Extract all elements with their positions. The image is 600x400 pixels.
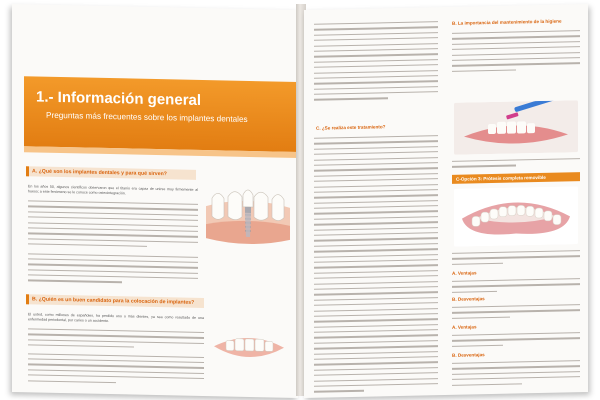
left-page bbox=[12, 4, 298, 398]
ventajas-text bbox=[452, 278, 580, 297]
desventajas-text bbox=[452, 304, 580, 323]
ventajas-title: A. Ventajas bbox=[452, 270, 477, 276]
section-b-title: B. ¿Quién es un buen candidato para la colocación de implantes? bbox=[32, 296, 195, 306]
denture-photo bbox=[454, 186, 578, 247]
hygiene-caption bbox=[452, 158, 580, 171]
brochure-spread bbox=[12, 4, 588, 392]
section-b-intro: El usted, como millones de españoles, ha perdido uno o más dientes, ya sea como resultado de una enfermedad periodontal, por caries o un accidente. bbox=[28, 312, 204, 324]
ventajas-2-text bbox=[452, 332, 580, 351]
option-3-bar bbox=[452, 172, 580, 184]
desventajas-2-title: B. Desventajas bbox=[452, 352, 485, 358]
option-3-description bbox=[452, 250, 580, 269]
section-c-title: C. ¿Se realiza este tratamiento? bbox=[316, 124, 386, 131]
chapter-header-band bbox=[24, 76, 298, 152]
section-a-intro: En los años 50, algunos científicos observaron que el titanio era capaz de unirse muy firmemente al hueso; a este fenómeno se le conoce como osteointegración. bbox=[28, 184, 198, 196]
option-3-title: C-Opción 3: Prótesis completa removible bbox=[456, 174, 546, 182]
chapter-title: 1.- Información general bbox=[36, 88, 202, 109]
section-a-title: A. ¿Qué son los implantes dentales y para qué sirven? bbox=[32, 168, 167, 178]
implant-illustration bbox=[202, 176, 294, 266]
section-b-body bbox=[28, 328, 204, 389]
hygiene-section-title: B. La importancia del mantenimiento de la higiene bbox=[452, 18, 562, 26]
ventajas-2-title: A. Ventajas bbox=[452, 324, 477, 330]
right-col1-text-bottom bbox=[314, 135, 438, 396]
brushing-photo bbox=[454, 100, 578, 155]
section-a-body bbox=[28, 200, 198, 288]
right-page bbox=[304, 4, 588, 398]
desventajas-title: B. Desventajas bbox=[452, 296, 485, 302]
smile-illustration bbox=[208, 322, 290, 390]
right-col1-text-top bbox=[314, 21, 438, 104]
desventajas-2-text bbox=[452, 360, 580, 390]
chapter-subtitle: Preguntas más frecuentes sobre los implantes dentales bbox=[46, 110, 248, 124]
right-col2-text-top bbox=[452, 30, 580, 76]
